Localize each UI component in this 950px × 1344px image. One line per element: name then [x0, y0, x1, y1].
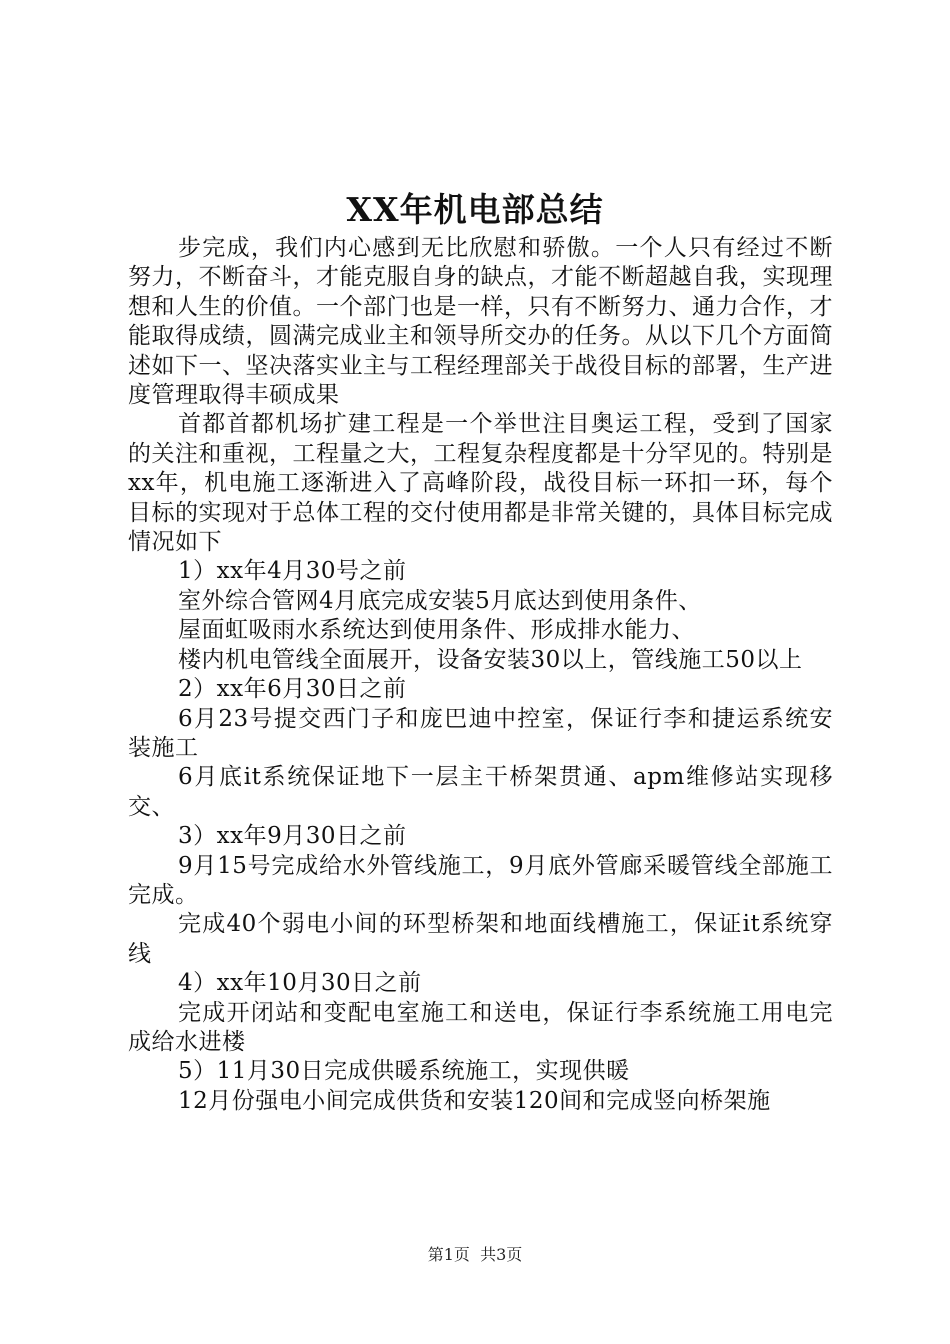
- page-footer: [0, 1244, 950, 1266]
- milestone-heading-1: 1）xx年4月30号之前: [178, 558, 407, 585]
- milestone-item: 9月15号完成给水外管线施工，9月底外管廊采暖管线全部施工完成。: [128, 852, 833, 908]
- milestone-heading-5: 5）11月30日完成供暖系统施工，实现供暖: [178, 1058, 630, 1085]
- document-title: XX年机电部总结: [346, 190, 604, 229]
- milestone-item: 完成开闭站和变配电室施工和送电，保证行李系统施工用电完成给水进楼: [128, 999, 833, 1055]
- footer-gap: [470, 1245, 480, 1264]
- milestone-item: 6月底it系统保证地下一层主干桥架贯通、apm维修站实现移交、: [128, 764, 833, 820]
- milestone-item: 楼内机电管线全面展开，设备安装30以上，管线施工50以上: [178, 646, 803, 673]
- milestone-heading-3: 3）xx年9月30日之前: [178, 823, 407, 850]
- milestone-heading-4: 4）xx年10月30日之前: [178, 970, 422, 997]
- paragraph-intro: 步完成，我们内心感到无比欣慰和骄傲。一个人只有经过不断努力，不断奋斗，才能克服自身的缺点，才能不断超越自我，实现理想和人生的价值。一个部门也是一样，只有不断努力、通力合作，才能取得成绩，圆满完成业主和领导所交办的任务。从以下几个方面简述如下一、坚决落实业主与工程经理部关于战役目标的部署，生产进度管理取得丰硕成果: [128, 235, 833, 409]
- milestone-item: 完成40个弱电小间的环型桥架和地面线槽施工，保证it系统穿线: [128, 911, 833, 967]
- paragraph-airport: 首都首都机场扩建工程是一个举世注目奥运工程，受到了国家的关注和重视，工程量之大，工程复杂程度都是十分罕见的。特别是xx年，机电施工逐渐进入了高峰阶段，战役目标一环扣一环，每个目标的实现对于总体工程的交付使用都是非常关键的，具体目标完成情况如下: [128, 411, 833, 556]
- document-body: [128, 234, 833, 1116]
- milestone-item: 12月份强电小间完成供货和安装120间和完成竖向桥架施: [178, 1087, 771, 1114]
- milestone-item: 屋面虹吸雨水系统达到使用条件、形成排水能力、: [178, 617, 695, 644]
- page-number: 第1页: [427, 1245, 470, 1264]
- milestone-heading-2: 2）xx年6月30日之前: [178, 676, 407, 703]
- page-total: 共3页: [480, 1245, 523, 1264]
- milestone-item: 室外综合管网4月底完成安装5月底达到使用条件、: [178, 587, 702, 614]
- milestone-item: 6月23号提交西门子和庞巴迪中控室，保证行李和捷运系统安装施工: [128, 705, 833, 761]
